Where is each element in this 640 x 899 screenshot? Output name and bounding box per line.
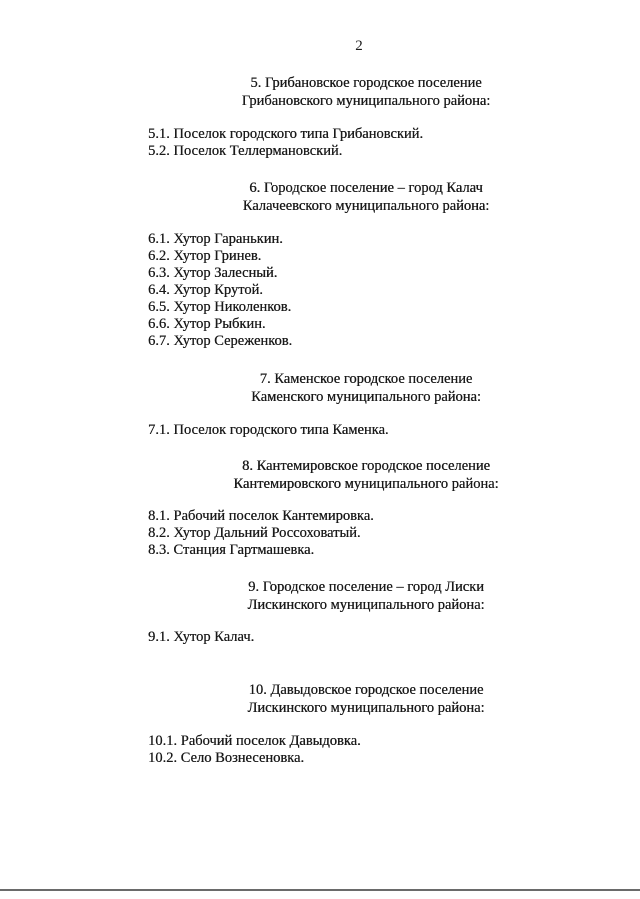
section-heading <box>0 578 640 614</box>
section-heading-line: 8. Кантемировское городское поселение <box>242 458 490 474</box>
section-heading-line: 9. Городское поселение – город Лиски <box>248 579 484 595</box>
section-list <box>148 733 361 767</box>
section-heading <box>0 681 640 717</box>
scan-edge-line <box>0 889 640 891</box>
list-item: 5.2. Поселок Теллермановский. <box>148 143 343 159</box>
list-item: 6.7. Хутор Сереженков. <box>148 333 293 349</box>
section-list <box>148 231 292 350</box>
section-heading-line: Калачеевского муниципального района: <box>242 198 490 214</box>
list-item: 6.5. Хутор Николенков. <box>148 299 292 315</box>
section-heading-line: Кантемировского муниципального района: <box>233 476 499 492</box>
list-item: 8.3. Станция Гартмашевка. <box>148 542 315 558</box>
section-list <box>148 629 254 646</box>
list-item: 6.3. Хутор Залесный. <box>148 265 278 281</box>
section-heading-line: 5. Грибановское городское поселение <box>250 75 482 91</box>
section-heading <box>0 457 640 493</box>
section-heading-line: 6. Городское поселение – город Калач <box>249 180 483 196</box>
list-item: 6.2. Хутор Гринев. <box>148 248 262 264</box>
section-heading-line: 10. Давыдовское городское поселение <box>248 682 484 698</box>
section-list <box>148 422 389 439</box>
list-item: 9.1. Хутор Калач. <box>148 629 255 645</box>
section-heading <box>0 74 640 110</box>
section-heading-line: Грибановского муниципального района: <box>241 93 491 109</box>
list-item: 8.1. Рабочий поселок Кантемировка. <box>148 508 374 524</box>
section-heading <box>0 370 640 406</box>
section-heading-line: Лискинского муниципального района: <box>247 597 485 613</box>
list-item: 5.1. Поселок городского типа Грибановский. <box>148 126 424 142</box>
list-item: 7.1. Поселок городского типа Каменка. <box>148 422 389 438</box>
section-list <box>148 508 374 559</box>
list-item: 6.6. Хутор Рыбкин. <box>148 316 266 332</box>
list-item: 10.2. Село Вознесеновка. <box>148 750 305 766</box>
section-list <box>148 126 423 160</box>
section-heading-line: Лискинского муниципального района: <box>247 700 485 716</box>
section-heading-line: 7. Каменское городское поселение <box>259 371 473 387</box>
page-number: 2 <box>355 38 363 54</box>
section-heading-line: Каменского муниципального района: <box>251 389 481 405</box>
section-heading <box>0 179 640 215</box>
list-item: 8.2. Хутор Дальний Россоховатый. <box>148 525 361 541</box>
list-item: 6.4. Хутор Крутой. <box>148 282 263 298</box>
list-item: 6.1. Хутор Гаранькин. <box>148 231 283 247</box>
list-item: 10.1. Рабочий поселок Давыдовка. <box>148 733 361 749</box>
